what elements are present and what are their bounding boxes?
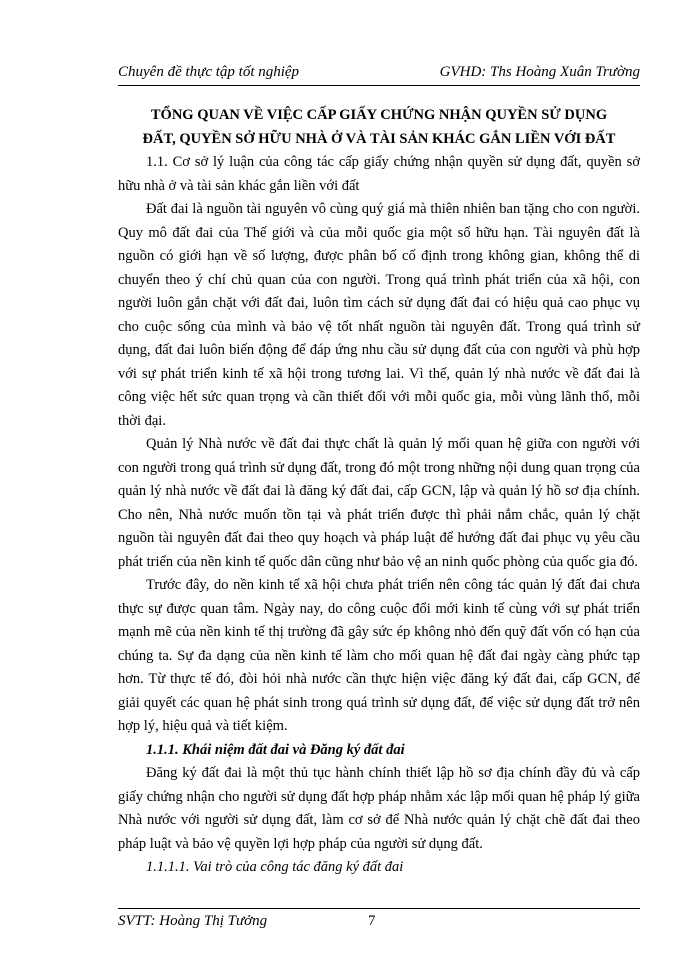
section-heading-1-1-1: 1.1.1. Khái niệm đất đai và Đăng ký đất đai — [146, 741, 405, 758]
paragraph-2: Quản lý Nhà nước về đất đai thực chất là quản lý mối quan hệ giữa con người với con người trong quá trình sử dụng đất, trong đó một trong những nội dung quan trọng của quản lý nhà nước về đất đai là đăng ký đất đai, cấp GCN, lập và quản lý hồ sơ địa chính. Cho nên, Nhà nước muốn tồn tại và phát triển được thì phải nắm chắc, quản lý chặt nguồn tài nguyên đất đai theo quy hoạch và pháp luật để hướng đất đai phục vụ yêu cầu phát triển của nền kinh tế quốc dân cũng như bảo vệ an ninh quốc phòng của quốc gia đó. — [118, 436, 640, 570]
document-title — [118, 104, 640, 151]
page-header — [118, 64, 640, 86]
section-heading-1-1-1-1: 1.1.1.1. Vai trò của công tác đăng ký đất đai — [146, 859, 404, 875]
section-heading-1-1: 1.1. Cơ sở lý luận của công tác cấp giấy chứng nhận quyền sử dụng đất, quyền sở hữu nhà ở và tài sản khác gắn liền với đất — [118, 154, 640, 194]
title-line-1: TỔNG QUAN VỀ VIỆC CẤP GIẤY CHỨNG NHẬN QUYỀN SỬ DỤNG — [150, 107, 608, 123]
paragraph-dang-ky: Đăng ký đất đai là một thủ tục hành chính thiết lập hồ sơ địa chính đầy đủ và cấp giấy chứng nhận cho người sử dụng đất hợp pháp nhằm xác lập mối quan hệ pháp lý giữa Nhà nước với người sử dụng đất, làm cơ sở để Nhà nước quản lý chặt chẽ đất đai theo pháp luật và bảo vệ quyền lợi hợp pháp của người sử dụng đất. — [118, 765, 640, 852]
header-left-title: Chuyên đề thực tập tốt nghiệp — [118, 64, 300, 80]
footer-author: SVTT: Hoàng Thị Tưởng — [118, 913, 268, 929]
document-body — [118, 104, 640, 880]
paragraph-3: Trước đây, do nền kinh tế xã hội chưa phát triển nên công tác quản lý đất đai chưa thực sự được quan tâm. Ngày nay, do công cuộc đổi mới kinh tế cùng với sự phát triển mạnh mẽ của nền kinh tế thị trường đã gây sức ép không nhỏ đến quỹ đất vốn có hạn của chúng ta. Sự đa dạng của nền kinh tế làm cho mối quan hệ đất đai ngày càng phức tạp hơn. Từ thực tế đó, đòi hỏi nhà nước cần thực hiện việc đăng ký đất đai, cấp GCN, để giải quyết các quan hệ phát sinh trong quá trình sử dụng đất, để việc sử dụng đất trở nên hợp lý, hiệu quả và tiết kiệm. — [118, 577, 640, 734]
page-footer — [118, 908, 640, 930]
page-number: 7 — [368, 913, 376, 929]
paragraph-1: Đất đai là nguồn tài nguyên vô cùng quý giá mà thiên nhiên ban tặng cho con người. Quy mô đất đai của Thế giới và của mỗi quốc gia một số hữu hạn. Tài nguyên đất là nguồn có giới hạn về số lượng, được phân bố cố định trong không gian, không thể di chuyển theo ý chí chủ quan của con người. Trong quá trình phát triển của xã hội, con người luôn gắn chặt với đất đai, luôn tìm cách sử dụng đất đai có hiệu quả cao phục vụ cho cuộc sống của mình và bảo vệ tốt nhất nguồn tài nguyên đất. Trong quá trình sử dụng, đất đai luôn biến động để đáp ứng nhu cầu sử dụng đất của con người và phù hợp với sự phát triển kinh tế xã hội trong tương lai. Vì thế, quản lý nhà nước về đất đai là công việc hết sức quan trọng và cần thiết đối với mỗi quốc gia, mỗi vùng lãnh thổ, mỗi thời đại. — [118, 201, 640, 429]
title-line-2: ĐẤT, QUYỀN SỞ HỮU NHÀ Ở VÀ TÀI SẢN KHÁC GẮN LIỀN VỚI ĐẤT — [142, 130, 616, 147]
header-supervisor: GVHD: Ths Hoàng Xuân Trường — [439, 64, 640, 80]
